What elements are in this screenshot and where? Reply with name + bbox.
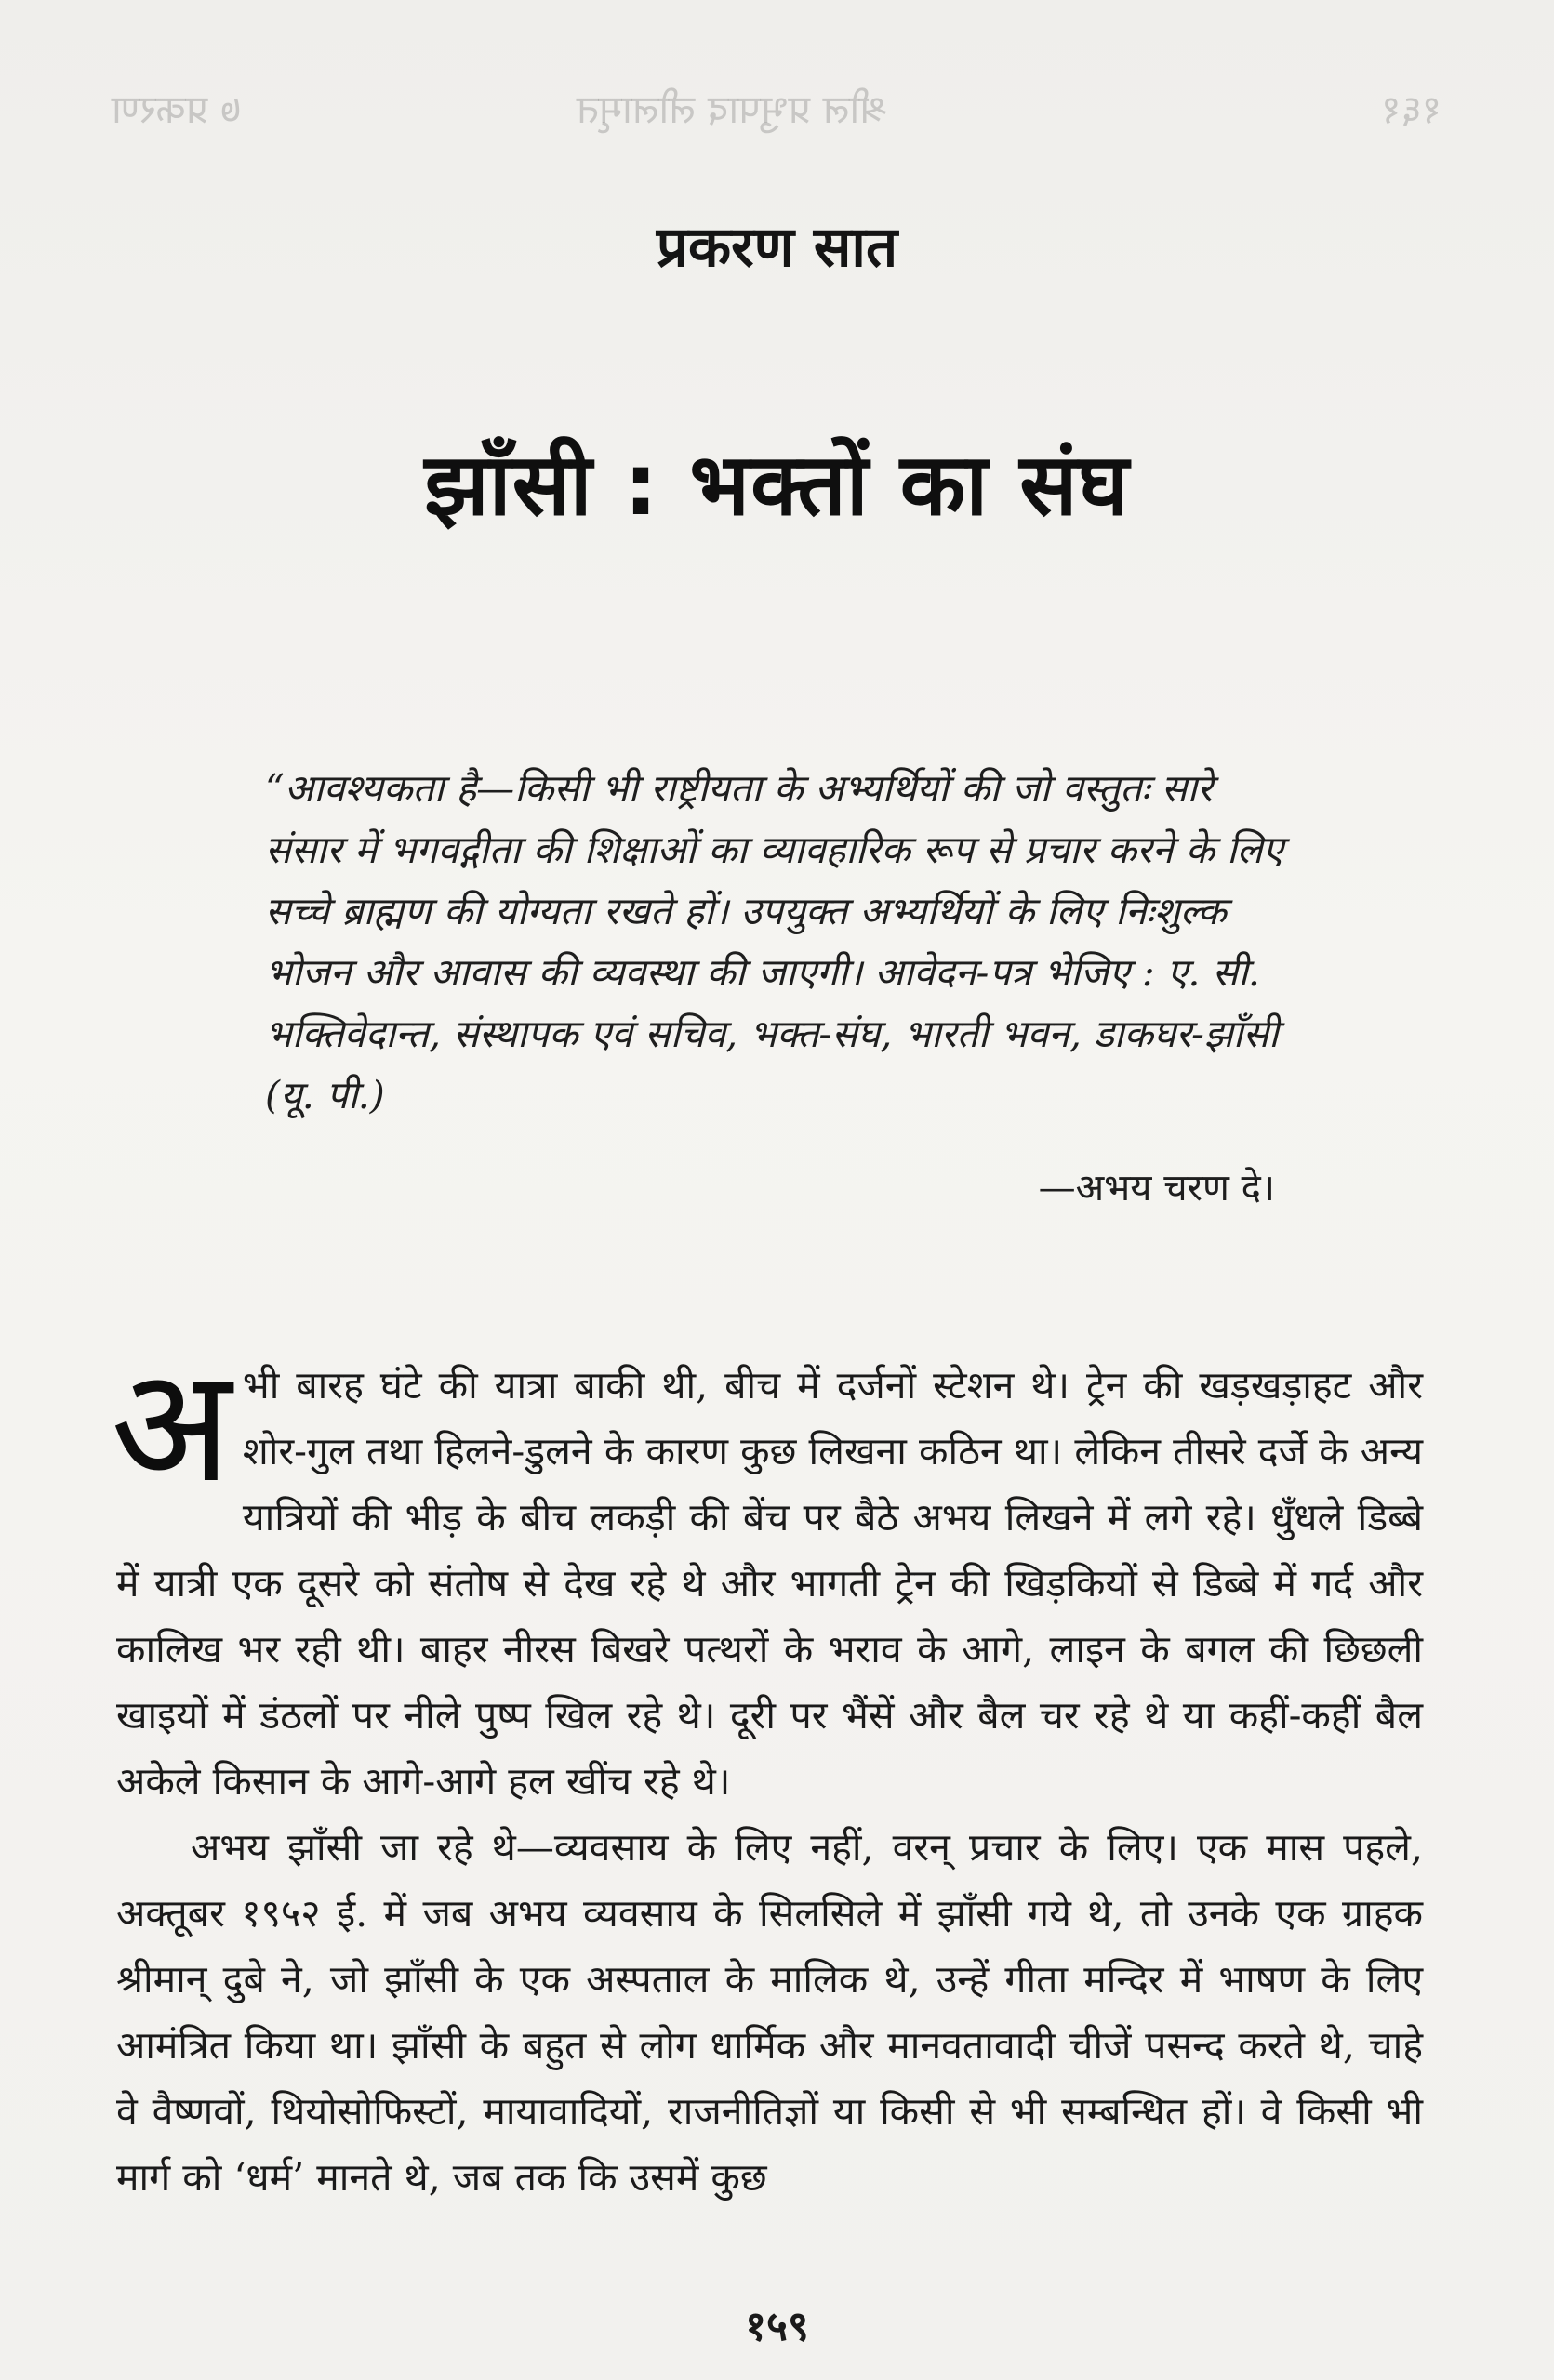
bleed-through-header bbox=[0, 82, 1554, 138]
chapter-label: प्रकरण सात bbox=[656, 215, 898, 280]
epigraph-author: —अभय चरण दे। bbox=[1038, 1167, 1275, 1210]
drop-cap: अ bbox=[111, 1334, 232, 1518]
bleed-through-book-title: श्रील प्रभुपाद लीलामृत bbox=[577, 86, 888, 132]
chapter-title: झाँसी : भक्तों का संघ bbox=[424, 435, 1130, 535]
body-text bbox=[111, 1334, 1423, 2211]
paragraph-1-text: भी बारह घंटे की यात्रा बाकी थी, बीच में दर्जनों स्टेशन थे। ट्रेन की खड़खड़ाहट और शोर-गुल तथा हिलने-डुलने के कारण कुछ लिखना कठिन था। लेकिन तीसरे दर्जे के अन्य यात्रियों की भीड़ के बीच लकड़ी की बेंच पर बैठे अभय लिखने में लगे रहे। धुँधले डिब्बे में यात्री एक दूसरे को संतोष से देख रहे थे और भागती ट्रेन की खिड़कियों से डिब्बे में गर्द और कालिख भर रही थी। बाहर नीरस बिखरे पत्थरों के भराव के आगे, लाइन के बगल की छिछली खाइयों में डंठलों पर नीले पुष्प खिल रहे थे। दूरी पर भैंसें और बैल चर रहे थे या कहीं-कहीं बैल अकेले किसान के आगे-आगे हल खींच रहे थे। bbox=[116, 1363, 1423, 1804]
paragraph-2: अभय झाँसी जा रहे थे—व्यवसाय के लिए नहीं, वरन् प्रचार के लिए। एक मास पहले, अक्तूबर १९५२ ई. में जब अभय व्यवसाय के सिलसिले में झाँसी गये थे, तो उनके एक ग्राहक श्रीमान् दुबे ने, जो झाँसी के एक अस्पताल के मालिक थे, उन्हें गीता मन्दिर में भाषण के लिए आमंत्रित किया था। झाँसी के बहुत से लोग धार्मिक और मानवतावादी चीजें पसन्द करते थे, चाहे वे वैष्णवों, थियोसोफिस्टों, मायावादियों, राजनीतिज्ञों या किसी से भी सम्बन्धित हों। वे किसी भी मार्ग को ‘धर्म’ मानते थे, जब तक कि उसमें कुछ bbox=[116, 1825, 1423, 2200]
page-number: १५९ bbox=[745, 2303, 809, 2350]
paragraph-1 bbox=[111, 1334, 1423, 1815]
bleed-through-chapter: ७ प्रकरण bbox=[112, 86, 241, 132]
bleed-through-page-number: १६१ bbox=[1381, 86, 1442, 132]
epigraph-quote: “आवश्यकता है—किसी भी राष्ट्रीयता के अभ्यर्थियों की जो वस्तुतः सारे संसार में भगवद्गीता की शिक्षाओं का व्यावहारिक रूप से प्रचार करने के लिए सच्चे ब्राह्मण की योग्यता रखते हों। उपयुक्त अभ्यर्थियों के लिए निःशुल्क भोजन और आवास की व्यवस्था की जाएगी। आवेदन-पत्र भेजिए : ए. सी. भक्तिवेदान्त, संस्थापक एवं सचिव, भक्त-संघ, भारती भवन, डाकघर-झाँसी (यू. पी.) bbox=[265, 766, 1284, 1117]
